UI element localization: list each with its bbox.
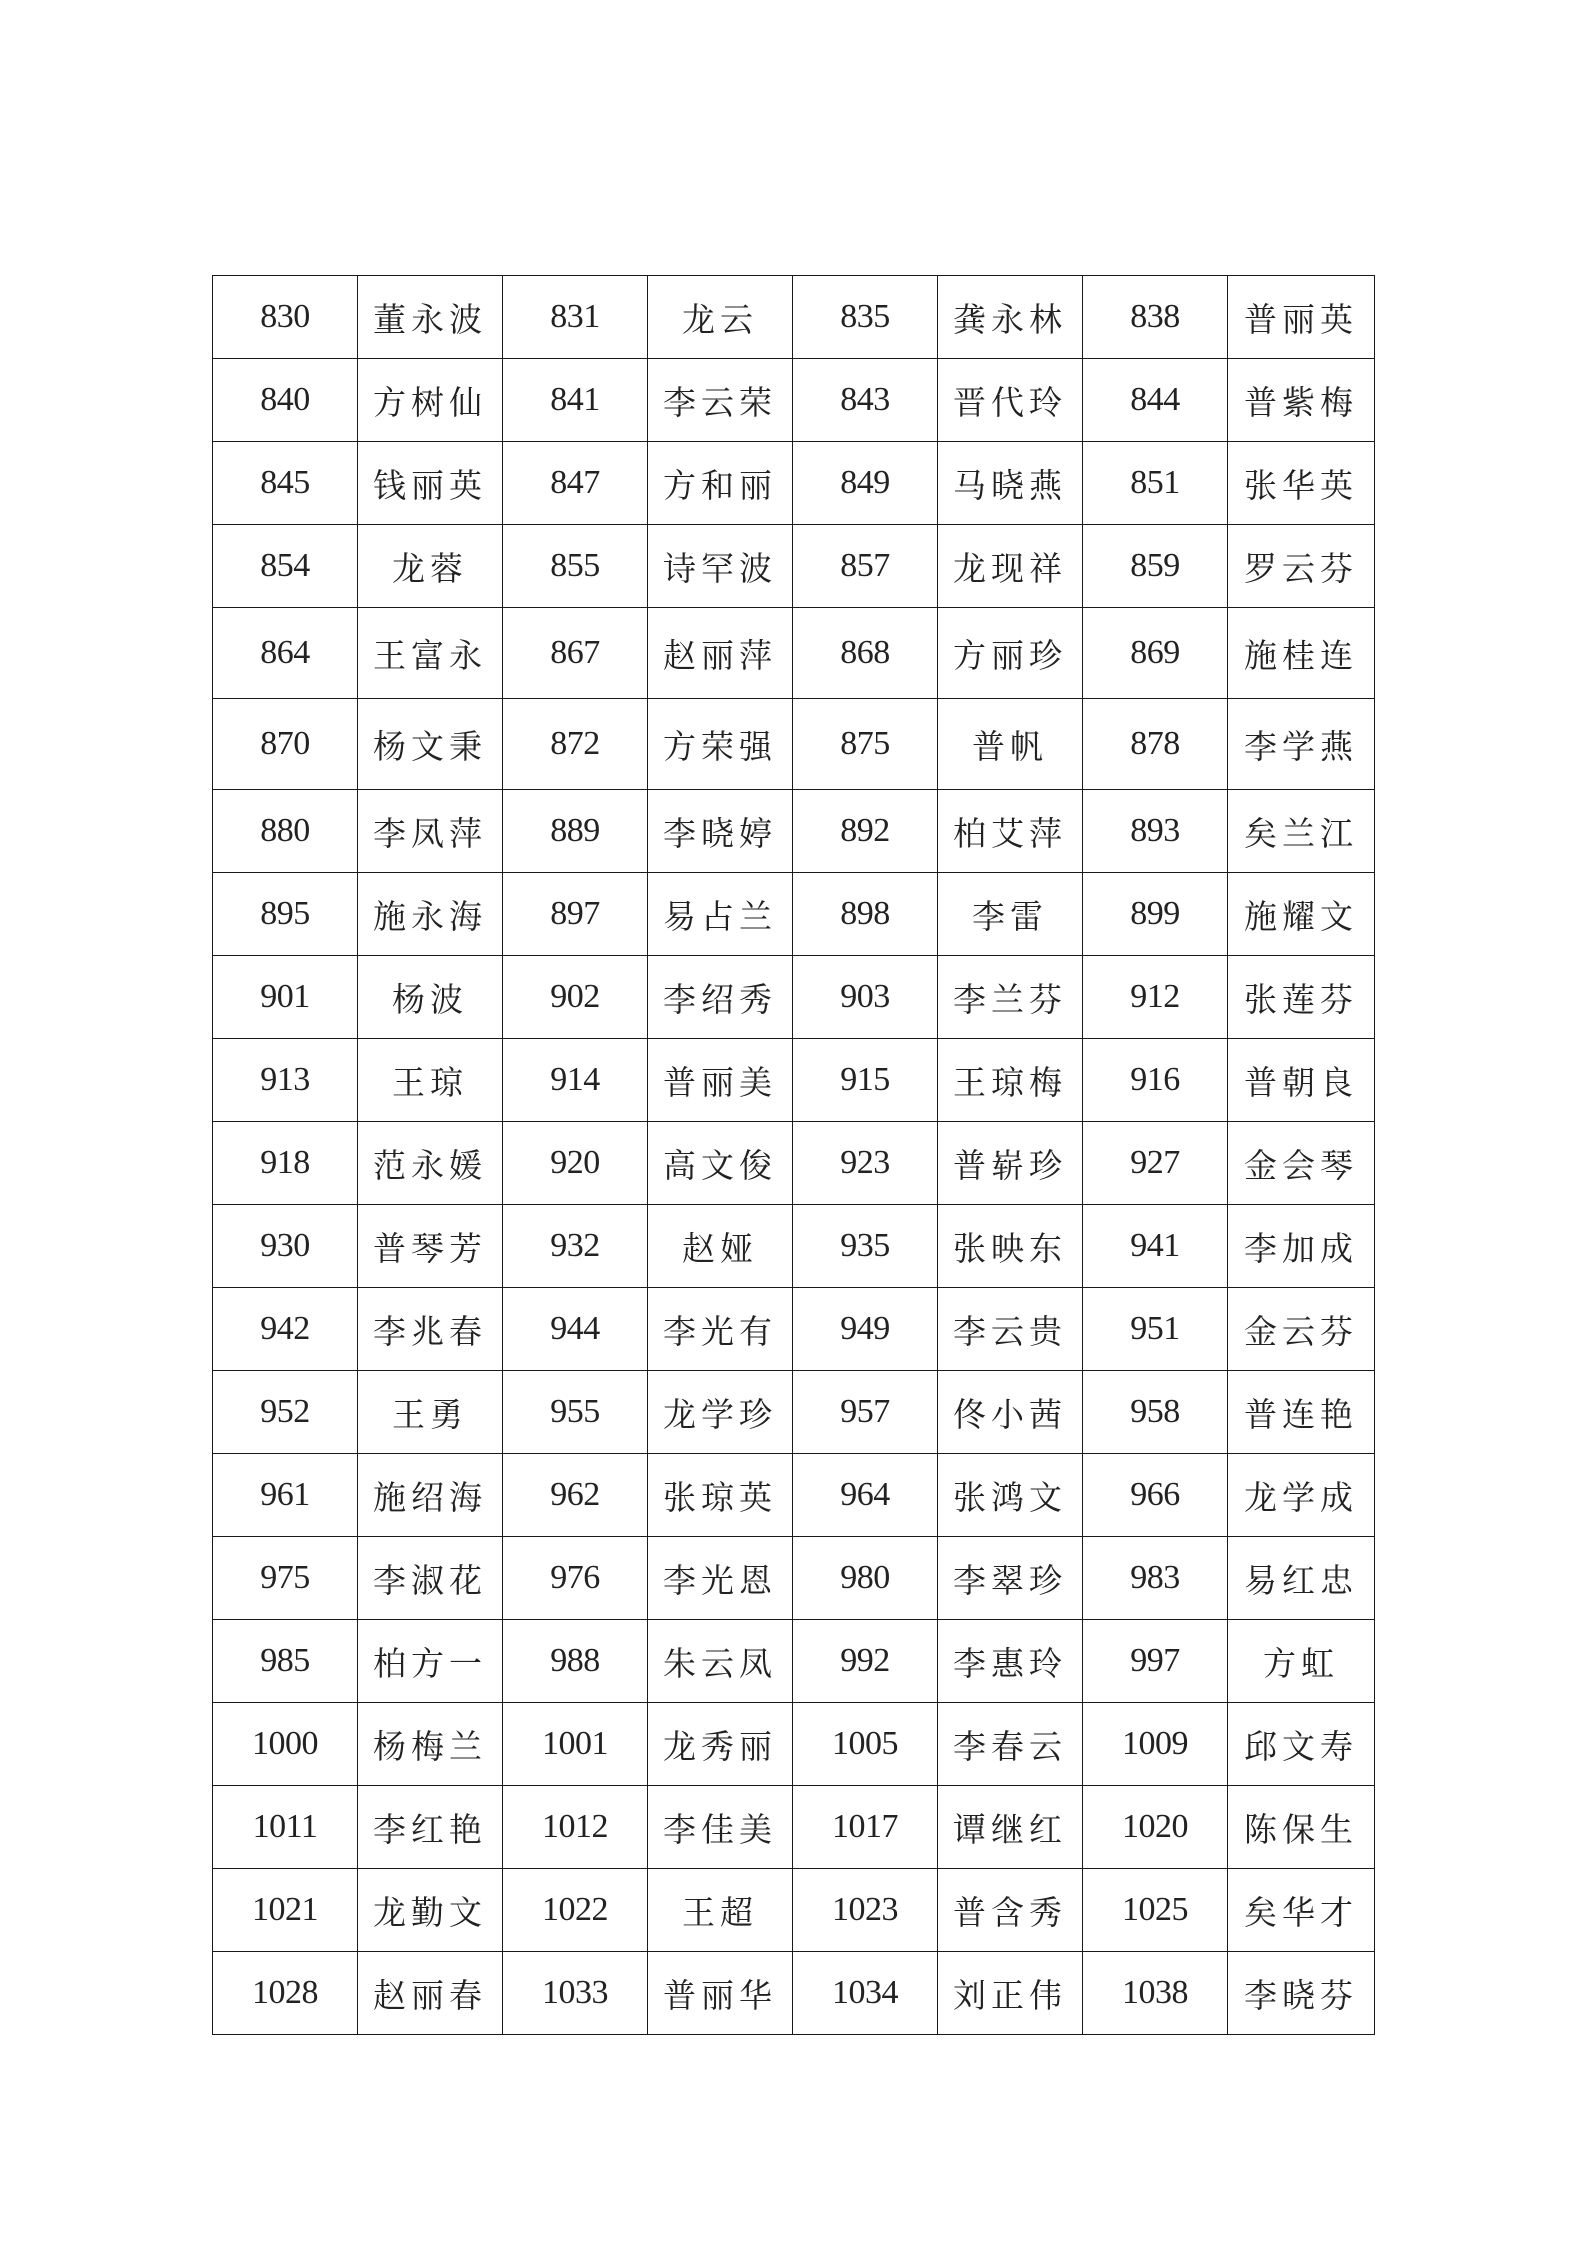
entry-name: 施桂连 (1228, 608, 1375, 699)
entry-number: 1017 (793, 1786, 938, 1869)
entry-name: 矣华才 (1228, 1869, 1375, 1952)
table-row (213, 873, 1375, 956)
entry-number: 854 (213, 525, 358, 608)
entry-name: 张莲芬 (1228, 956, 1375, 1039)
entry-name: 邱文寿 (1228, 1703, 1375, 1786)
entry-number: 889 (503, 790, 648, 873)
entry-number: 898 (793, 873, 938, 956)
entry-number: 1020 (1083, 1786, 1228, 1869)
entry-number: 849 (793, 442, 938, 525)
entry-name: 李兆春 (358, 1288, 503, 1371)
table-row (213, 442, 1375, 525)
roster-body (213, 276, 1375, 2035)
entry-number: 916 (1083, 1039, 1228, 1122)
entry-name: 李光有 (648, 1288, 793, 1371)
table-row (213, 1952, 1375, 2035)
entry-number: 892 (793, 790, 938, 873)
entry-name: 高文俊 (648, 1122, 793, 1205)
entry-name: 李凤萍 (358, 790, 503, 873)
entry-name: 方荣强 (648, 699, 793, 790)
entry-number: 851 (1083, 442, 1228, 525)
table-row (213, 1122, 1375, 1205)
entry-name: 张华英 (1228, 442, 1375, 525)
entry-number: 992 (793, 1620, 938, 1703)
entry-name: 金云芬 (1228, 1288, 1375, 1371)
entry-name: 方虹 (1228, 1620, 1375, 1703)
entry-name: 普丽英 (1228, 276, 1375, 359)
entry-number: 966 (1083, 1454, 1228, 1537)
entry-name: 龙秀丽 (648, 1703, 793, 1786)
entry-name: 普朝良 (1228, 1039, 1375, 1122)
entry-name: 柏方一 (358, 1620, 503, 1703)
entry-name: 李绍秀 (648, 956, 793, 1039)
entry-name: 普连艳 (1228, 1371, 1375, 1454)
entry-number: 935 (793, 1205, 938, 1288)
entry-name: 王琼梅 (938, 1039, 1083, 1122)
entry-name: 罗云芬 (1228, 525, 1375, 608)
entry-number: 1028 (213, 1952, 358, 2035)
entry-name: 王富永 (358, 608, 503, 699)
entry-number: 1000 (213, 1703, 358, 1786)
entry-name: 柏艾萍 (938, 790, 1083, 873)
entry-number: 962 (503, 1454, 648, 1537)
entry-number: 867 (503, 608, 648, 699)
entry-number: 875 (793, 699, 938, 790)
roster-table (212, 275, 1375, 2035)
entry-name: 龙勤文 (358, 1869, 503, 1952)
entry-name: 李佳美 (648, 1786, 793, 1869)
entry-number: 1001 (503, 1703, 648, 1786)
entry-number: 859 (1083, 525, 1228, 608)
entry-number: 902 (503, 956, 648, 1039)
entry-number: 964 (793, 1454, 938, 1537)
entry-number: 880 (213, 790, 358, 873)
table-row (213, 359, 1375, 442)
entry-name: 龙现祥 (938, 525, 1083, 608)
entry-name: 王勇 (358, 1371, 503, 1454)
entry-name: 方和丽 (648, 442, 793, 525)
entry-name: 龙学成 (1228, 1454, 1375, 1537)
entry-name: 普丽美 (648, 1039, 793, 1122)
entry-number: 1009 (1083, 1703, 1228, 1786)
table-row (213, 1703, 1375, 1786)
entry-number: 872 (503, 699, 648, 790)
entry-name: 普丽华 (648, 1952, 793, 2035)
table-row (213, 1039, 1375, 1122)
entry-name: 佟小茜 (938, 1371, 1083, 1454)
table-row (213, 1205, 1375, 1288)
entry-number: 988 (503, 1620, 648, 1703)
entry-name: 李晓婷 (648, 790, 793, 873)
entry-number: 918 (213, 1122, 358, 1205)
entry-name: 普含秀 (938, 1869, 1083, 1952)
entry-name: 张映东 (938, 1205, 1083, 1288)
entry-number: 912 (1083, 956, 1228, 1039)
entry-name: 范永媛 (358, 1122, 503, 1205)
entry-number: 951 (1083, 1288, 1228, 1371)
entry-number: 1023 (793, 1869, 938, 1952)
entry-number: 830 (213, 276, 358, 359)
table-row (213, 1869, 1375, 1952)
entry-name: 易红忠 (1228, 1537, 1375, 1620)
entry-number: 841 (503, 359, 648, 442)
table-row (213, 1454, 1375, 1537)
entry-name: 晋代玲 (938, 359, 1083, 442)
entry-name: 李淑花 (358, 1537, 503, 1620)
entry-number: 857 (793, 525, 938, 608)
entry-name: 龙学珍 (648, 1371, 793, 1454)
entry-number: 1012 (503, 1786, 648, 1869)
entry-name: 李云荣 (648, 359, 793, 442)
entry-name: 施耀文 (1228, 873, 1375, 956)
entry-name: 龚永林 (938, 276, 1083, 359)
entry-number: 868 (793, 608, 938, 699)
table-row (213, 276, 1375, 359)
entry-name: 矣兰江 (1228, 790, 1375, 873)
entry-number: 942 (213, 1288, 358, 1371)
entry-name: 马晓燕 (938, 442, 1083, 525)
entry-number: 844 (1083, 359, 1228, 442)
entry-number: 847 (503, 442, 648, 525)
entry-name: 李学燕 (1228, 699, 1375, 790)
entry-number: 957 (793, 1371, 938, 1454)
entry-number: 932 (503, 1205, 648, 1288)
entry-name: 李红艳 (358, 1786, 503, 1869)
entry-name: 普紫梅 (1228, 359, 1375, 442)
entry-number: 920 (503, 1122, 648, 1205)
entry-name: 诗罕波 (648, 525, 793, 608)
table-row (213, 1786, 1375, 1869)
entry-number: 864 (213, 608, 358, 699)
table-row (213, 525, 1375, 608)
entry-name: 朱云凤 (648, 1620, 793, 1703)
entry-name: 李加成 (1228, 1205, 1375, 1288)
entry-name: 普帆 (938, 699, 1083, 790)
entry-name: 李兰芬 (938, 956, 1083, 1039)
entry-name: 杨波 (358, 956, 503, 1039)
entry-number: 985 (213, 1620, 358, 1703)
entry-number: 914 (503, 1039, 648, 1122)
entry-name: 方丽珍 (938, 608, 1083, 699)
entry-name: 普琴芳 (358, 1205, 503, 1288)
entry-number: 997 (1083, 1620, 1228, 1703)
entry-number: 1022 (503, 1869, 648, 1952)
entry-name: 李雷 (938, 873, 1083, 956)
entry-number: 901 (213, 956, 358, 1039)
entry-number: 913 (213, 1039, 358, 1122)
entry-number: 835 (793, 276, 938, 359)
entry-name: 李春云 (938, 1703, 1083, 1786)
entry-name: 王超 (648, 1869, 793, 1952)
entry-name: 龙蓉 (358, 525, 503, 608)
entry-number: 961 (213, 1454, 358, 1537)
entry-number: 949 (793, 1288, 938, 1371)
entry-name: 董永波 (358, 276, 503, 359)
entry-number: 944 (503, 1288, 648, 1371)
entry-name: 赵丽萍 (648, 608, 793, 699)
entry-number: 941 (1083, 1205, 1228, 1288)
entry-number: 899 (1083, 873, 1228, 956)
entry-name: 赵丽春 (358, 1952, 503, 2035)
entry-number: 1021 (213, 1869, 358, 1952)
entry-name: 施永海 (358, 873, 503, 956)
entry-name: 施绍海 (358, 1454, 503, 1537)
entry-name: 陈保生 (1228, 1786, 1375, 1869)
entry-name: 易占兰 (648, 873, 793, 956)
entry-number: 976 (503, 1537, 648, 1620)
entry-number: 983 (1083, 1537, 1228, 1620)
table-row (213, 956, 1375, 1039)
entry-number: 897 (503, 873, 648, 956)
entry-name: 刘正伟 (938, 1952, 1083, 2035)
entry-number: 952 (213, 1371, 358, 1454)
entry-number: 955 (503, 1371, 648, 1454)
entry-number: 838 (1083, 276, 1228, 359)
table-row (213, 1537, 1375, 1620)
entry-number: 893 (1083, 790, 1228, 873)
entry-number: 923 (793, 1122, 938, 1205)
entry-number: 1038 (1083, 1952, 1228, 2035)
entry-name: 杨梅兰 (358, 1703, 503, 1786)
table-row (213, 1288, 1375, 1371)
table-row (213, 1620, 1375, 1703)
entry-number: 870 (213, 699, 358, 790)
entry-name: 李晓芬 (1228, 1952, 1375, 2035)
entry-name: 方树仙 (358, 359, 503, 442)
table-row (213, 1371, 1375, 1454)
entry-number: 845 (213, 442, 358, 525)
entry-number: 840 (213, 359, 358, 442)
entry-number: 1034 (793, 1952, 938, 2035)
entry-number: 903 (793, 956, 938, 1039)
entry-number: 1033 (503, 1952, 648, 2035)
table-row (213, 699, 1375, 790)
entry-number: 855 (503, 525, 648, 608)
entry-name: 普崭珍 (938, 1122, 1083, 1205)
entry-number: 843 (793, 359, 938, 442)
entry-number: 1025 (1083, 1869, 1228, 1952)
entry-number: 958 (1083, 1371, 1228, 1454)
table-row (213, 608, 1375, 699)
entry-name: 谭继红 (938, 1786, 1083, 1869)
entry-name: 李翠珍 (938, 1537, 1083, 1620)
entry-name: 李云贵 (938, 1288, 1083, 1371)
entry-number: 1011 (213, 1786, 358, 1869)
entry-name: 王琼 (358, 1039, 503, 1122)
entry-name: 张鸿文 (938, 1454, 1083, 1537)
entry-number: 975 (213, 1537, 358, 1620)
entry-name: 张琼英 (648, 1454, 793, 1537)
entry-name: 钱丽英 (358, 442, 503, 525)
entry-number: 980 (793, 1537, 938, 1620)
entry-number: 930 (213, 1205, 358, 1288)
entry-name: 赵娅 (648, 1205, 793, 1288)
entry-name: 龙云 (648, 276, 793, 359)
entry-name: 杨文秉 (358, 699, 503, 790)
entry-number: 927 (1083, 1122, 1228, 1205)
entry-number: 869 (1083, 608, 1228, 699)
entry-number: 878 (1083, 699, 1228, 790)
entry-name: 金会琴 (1228, 1122, 1375, 1205)
entry-number: 895 (213, 873, 358, 956)
entry-number: 831 (503, 276, 648, 359)
table-row (213, 790, 1375, 873)
entry-name: 李惠玲 (938, 1620, 1083, 1703)
entry-number: 915 (793, 1039, 938, 1122)
entry-number: 1005 (793, 1703, 938, 1786)
entry-name: 李光恩 (648, 1537, 793, 1620)
